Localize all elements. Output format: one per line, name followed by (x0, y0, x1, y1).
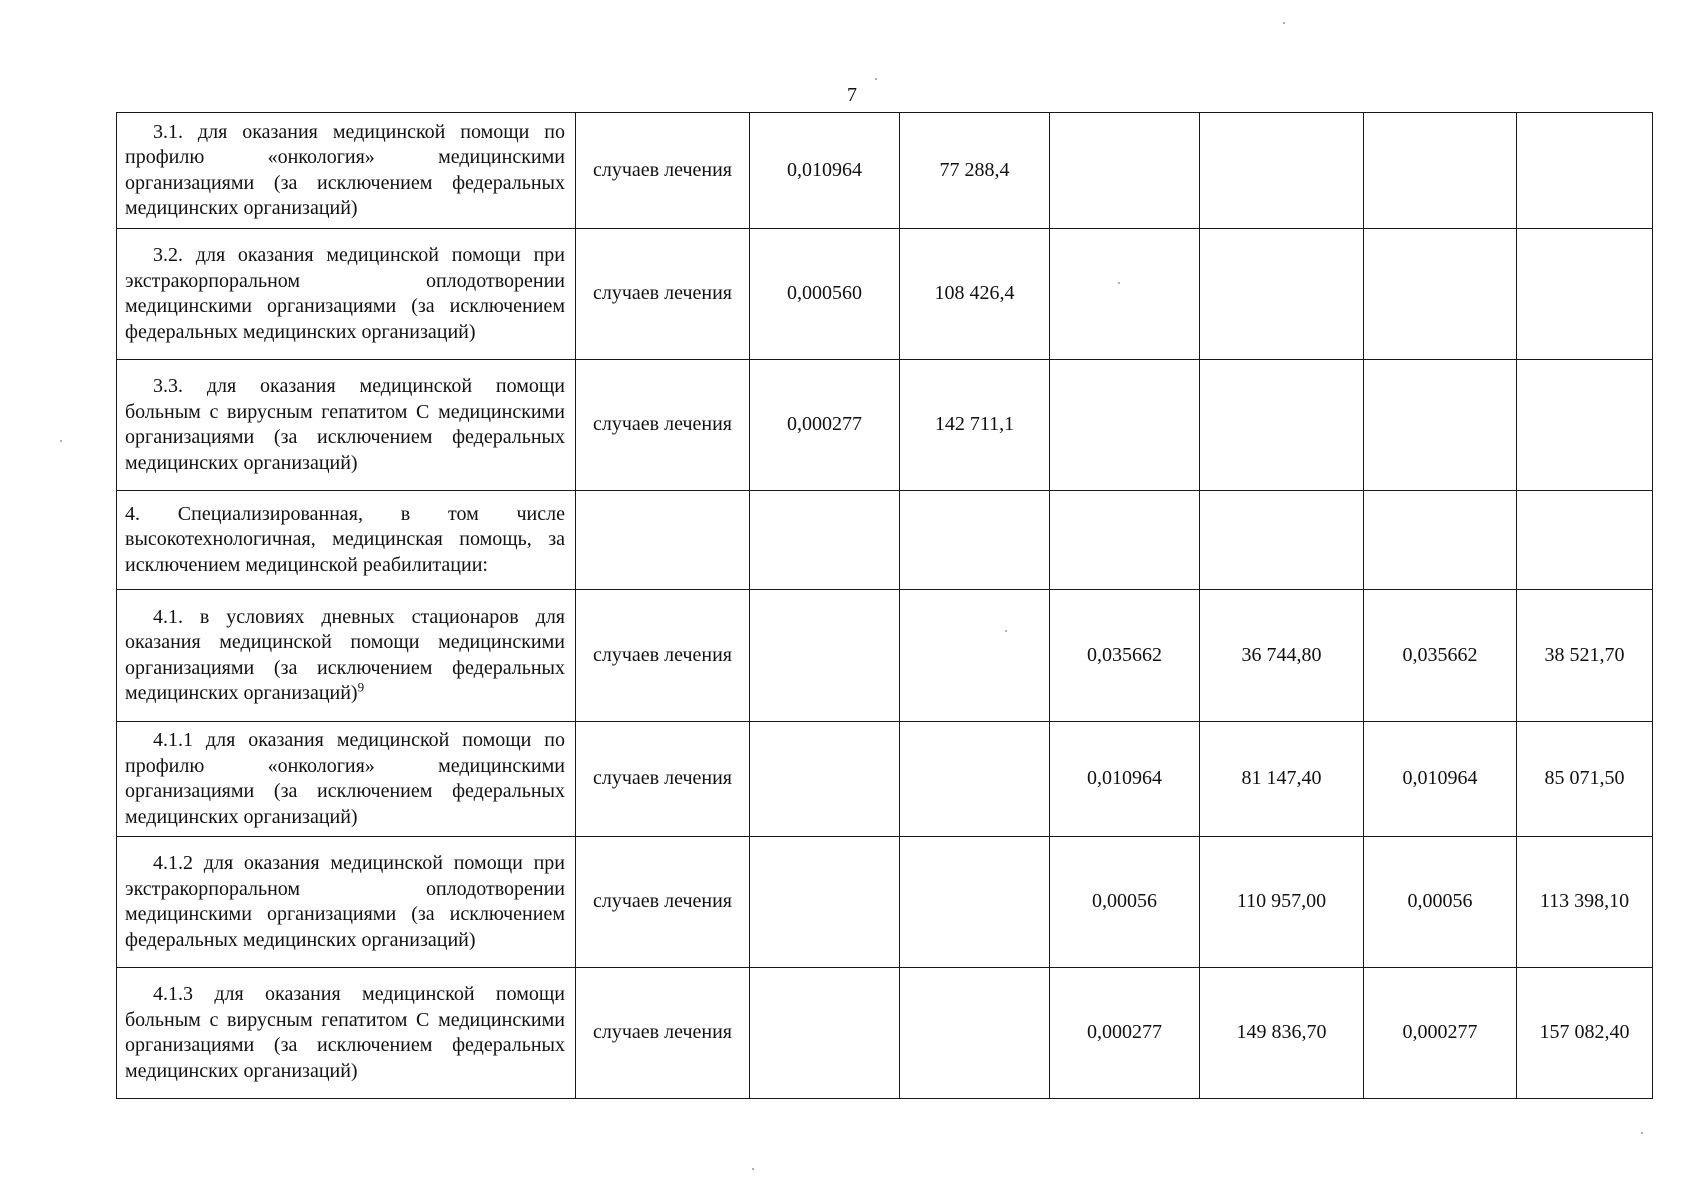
row-description: 3.2. для оказания медицинской помощи при экстракорпоральном оплодотворении медицинскими организациями (за исключением федеральных медицинских организаций) (125, 244, 565, 343)
table-row (117, 590, 1653, 722)
value-cell: 0,000277 (1050, 968, 1200, 1099)
value-cell (750, 837, 900, 968)
row-description-cell (117, 722, 576, 837)
value-cell (750, 722, 900, 837)
value-cell (1200, 491, 1364, 590)
scan-speck (875, 78, 877, 80)
scan-speck (752, 1168, 754, 1170)
unit-cell: случаев лечения (576, 229, 750, 360)
value-cell (1364, 113, 1517, 229)
table-row (117, 722, 1653, 837)
unit-cell: случаев лечения (576, 722, 750, 837)
value-cell: 38 521,70 (1517, 590, 1653, 722)
table-row (117, 229, 1653, 360)
value-cell (1517, 113, 1653, 229)
value-cell: 108 426,4 (900, 229, 1050, 360)
standards-table (116, 112, 1653, 1099)
footnote-marker: 9 (357, 679, 365, 695)
value-cell: 81 147,40 (1200, 722, 1364, 837)
value-cell: 0,00056 (1364, 837, 1517, 968)
value-cell: 0,000560 (750, 229, 900, 360)
row-description: 4.1.3 для оказания медицинской помощи больным с вирусным гепатитом С медицинскими организациями (за исключением федеральных медицинских организаций) (125, 983, 565, 1082)
table-row (117, 968, 1653, 1099)
value-cell: 77 288,4 (900, 113, 1050, 229)
value-cell (1517, 229, 1653, 360)
value-cell (1050, 229, 1200, 360)
value-cell: 0,000277 (1364, 968, 1517, 1099)
scan-speck (1283, 22, 1285, 24)
value-cell: 36 744,80 (1200, 590, 1364, 722)
value-cell (900, 491, 1050, 590)
value-cell: 157 082,40 (1517, 968, 1653, 1099)
unit-cell: случаев лечения (576, 837, 750, 968)
value-cell (1200, 113, 1364, 229)
value-cell (1200, 360, 1364, 491)
row-description: 3.1. для оказания медицинской помощи по профилю «онкология» медицинскими организациями (за исключением федеральных медицинских организаций) (125, 120, 565, 219)
value-cell (1200, 229, 1364, 360)
row-description-cell (117, 360, 576, 491)
scan-speck (1005, 630, 1007, 632)
value-cell (900, 837, 1050, 968)
value-cell (750, 590, 900, 722)
table-row (117, 360, 1653, 491)
value-cell: 0,000277 (750, 360, 900, 491)
row-description-cell (117, 837, 576, 968)
row-description: 4. Специализированная, в том числе высокотехнологичная, медицинская помощь, за исключением медицинской реабилитации: (125, 502, 565, 576)
table-row (117, 113, 1653, 229)
scan-speck (60, 440, 62, 442)
value-cell (900, 968, 1050, 1099)
row-description: 3.3. для оказания медицинской помощи больным с вирусным гепатитом С медицинскими организациями (за исключением федеральных медицинских организаций) (125, 375, 565, 474)
value-cell (750, 491, 900, 590)
value-cell (1364, 491, 1517, 590)
table-row (117, 837, 1653, 968)
row-description-cell (117, 113, 576, 229)
value-cell: 142 711,1 (900, 360, 1050, 491)
scan-speck (1118, 282, 1120, 284)
value-cell: 0,035662 (1050, 590, 1200, 722)
unit-cell: случаев лечения (576, 968, 750, 1099)
value-cell: 0,035662 (1364, 590, 1517, 722)
value-cell: 110 957,00 (1200, 837, 1364, 968)
row-description: 4.1.1 для оказания медицинской помощи по профилю «онкология» медицинскими организациями (за исключением федеральных медицинских организаций) (125, 729, 565, 828)
value-cell (900, 590, 1050, 722)
value-cell: 149 836,70 (1200, 968, 1364, 1099)
row-description-cell (117, 968, 576, 1099)
value-cell (1517, 491, 1653, 590)
value-cell (1364, 229, 1517, 360)
row-description: 4.1.2 для оказания медицинской помощи при экстракорпоральном оплодотворении медицинскими организациями (за исключением федеральных медицинских организаций) (125, 852, 565, 951)
row-description: 4.1. в условиях дневных стационаров для оказания медицинской помощи медицинскими организациями (за исключением федеральных медицинских организаций) (125, 605, 565, 704)
scan-speck (1641, 1132, 1643, 1134)
value-cell: 85 071,50 (1517, 722, 1653, 837)
unit-cell: случаев лечения (576, 113, 750, 229)
unit-cell: случаев лечения (576, 360, 750, 491)
value-cell (900, 722, 1050, 837)
unit-cell (576, 491, 750, 590)
value-cell (1050, 360, 1200, 491)
value-cell: 0,00056 (1050, 837, 1200, 968)
value-cell: 0,010964 (750, 113, 900, 229)
value-cell: 0,010964 (1050, 722, 1200, 837)
row-description-cell (117, 491, 576, 590)
value-cell: 113 398,10 (1517, 837, 1653, 968)
value-cell (750, 968, 900, 1099)
page-number: 7 (847, 84, 857, 106)
unit-cell: случаев лечения (576, 590, 750, 722)
value-cell (1050, 113, 1200, 229)
table-row (117, 491, 1653, 590)
value-cell (1364, 360, 1517, 491)
row-description-cell (117, 590, 576, 722)
value-cell: 0,010964 (1364, 722, 1517, 837)
row-description-cell (117, 229, 576, 360)
value-cell (1517, 360, 1653, 491)
value-cell (1050, 491, 1200, 590)
